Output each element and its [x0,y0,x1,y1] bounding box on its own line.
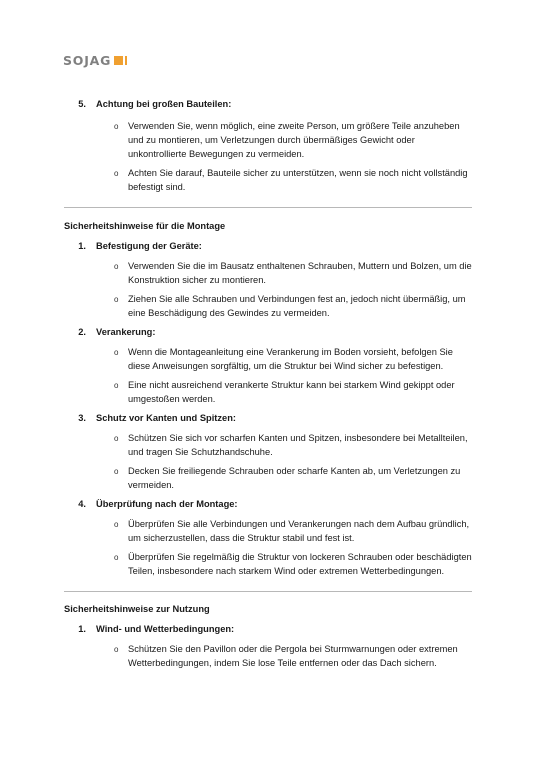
section-title-nutzung: Sicherheitshinweise zur Nutzung [64,604,210,614]
bullet-icon: o [114,295,119,304]
list-item [114,550,472,578]
bullet-icon: o [114,645,119,654]
list-item [114,378,472,406]
item-number: 4. [78,499,86,509]
bullet-text: Schützen Sie sich vor scharfen Kanten und Spitzen, insbesondere bei Metallteilen, und tragen Sie Schutzhandschuhe. [128,433,468,457]
numbered-heading-1 [64,239,472,253]
bullet-text: Wenn die Montageanleitung eine Verankerung im Boden vorsieht, befolgen Sie diese Anweisungen sorgfältig, um die Struktur bei Wind sicher zu befestigen. [128,347,453,371]
bullet-icon: o [114,348,119,357]
section-divider [64,591,472,592]
list-item [114,119,472,161]
list-item [114,431,472,459]
bullet-icon: o [114,520,119,529]
bullet-text: Schützen Sie den Pavillon oder die Pergola bei Sturmwarnungen oder extremen Wetterbedingungen, indem Sie lose Teile entfernen oder das Dach sichern. [128,644,458,668]
item-title: Befestigung der Geräte: [96,241,202,251]
sojag-logo [63,53,127,68]
logo-mark-icon [114,56,127,65]
item-number: 1. [78,241,86,251]
bullet-text: Achten Sie darauf, Bauteile sicher zu unterstützen, wenn sie noch nicht vollständig befestigt sind. [128,168,468,192]
bullet-text: Ziehen Sie alle Schrauben und Verbindungen fest an, jedoch nicht übermäßig, um eine Beschädigung des Gewindes zu vermeiden. [128,294,466,318]
section-title-montage: Sicherheitshinweise für die Montage [64,221,226,231]
list-item [114,292,472,320]
bullet-icon: o [114,169,119,178]
item-number: 3. [78,413,86,423]
item-number: 1. [78,624,86,634]
section-divider [64,207,472,208]
list-item [114,259,472,287]
bullet-text: Verwenden Sie, wenn möglich, eine zweite Person, um größere Teile anzuheben und zu montieren, um Verletzungen durch übermäßiges Gewicht oder unkontrollierte Bewegungen zu vermeiden. [128,121,460,159]
document-body [64,97,472,670]
item-title: Achtung bei großen Bauteilen: [96,99,232,109]
item-number: 2. [78,327,86,337]
numbered-heading-3 [64,411,472,425]
list-item [114,642,472,670]
bullet-icon: o [114,381,119,390]
bullet-text: Verwenden Sie die im Bausatz enthaltenen Schrauben, Muttern und Bolzen, um die Konstruktion sicher zu montieren. [128,261,472,285]
bullet-text: Eine nicht ausreichend verankerte Struktur kann bei starkem Wind gekippt oder umgestoßen werden. [128,380,455,404]
bullet-icon: o [114,434,119,443]
item-title: Überprüfung nach der Montage: [96,499,238,509]
list-item [114,517,472,545]
item-title: Schutz vor Kanten und Spitzen: [96,413,236,423]
list-item [114,166,472,194]
numbered-heading-2 [64,325,472,339]
bullet-icon: o [114,553,119,562]
bullet-icon: o [114,467,119,476]
item-title: Verankerung: [96,327,156,337]
bullet-text: Überprüfen Sie regelmäßig die Struktur von lockeren Schrauben oder beschädigten Teilen, insbesondere nach starkem Wind oder extremen Wetterbedingungen. [128,552,472,576]
item-title: Wind- und Wetterbedingungen: [96,624,235,634]
list-item [114,345,472,373]
numbered-heading-1 [64,622,472,636]
bullet-text: Überprüfen Sie alle Verbindungen und Verankerungen nach dem Aufbau gründlich, um sicherzustellen, dass die Struktur stabil und fest ist. [128,519,470,543]
bullet-text: Decken Sie freiliegende Schrauben oder scharfe Kanten ab, um Verletzungen zu vermeiden. [128,466,461,490]
bullet-icon: o [114,262,119,271]
list-item [114,464,472,492]
bullet-icon: o [114,122,119,131]
numbered-heading-5 [64,97,472,111]
item-number: 5. [78,99,86,109]
numbered-heading-4 [64,497,472,511]
logo-text: SOJAG [63,53,112,68]
